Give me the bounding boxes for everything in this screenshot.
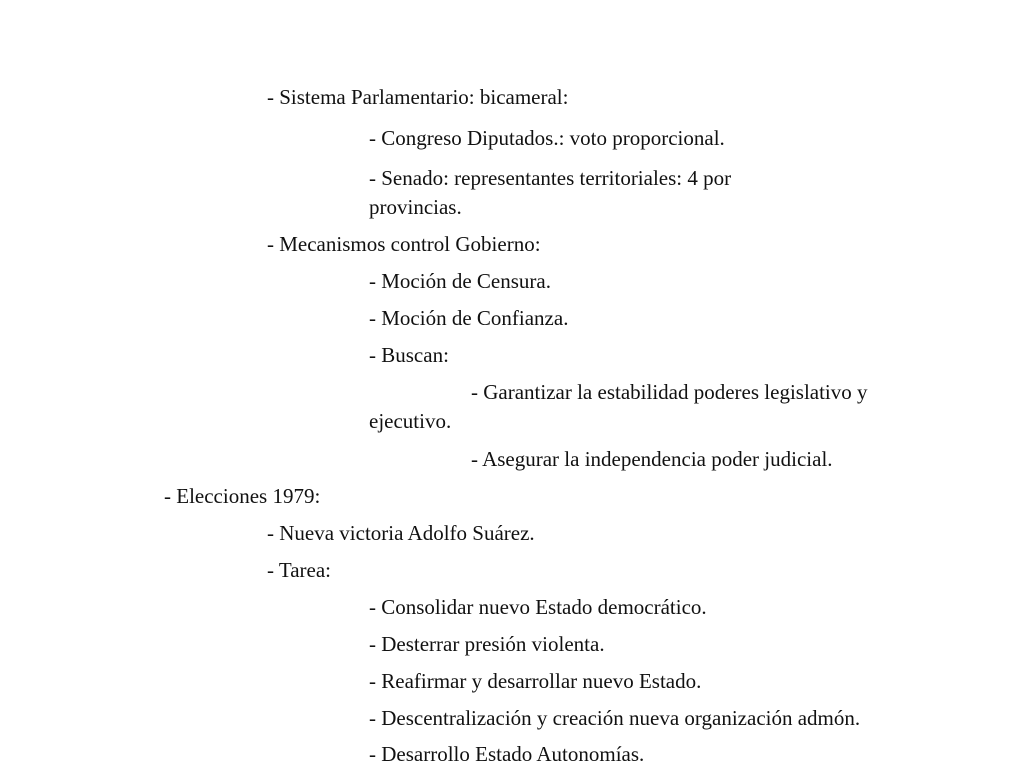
bullet-buscan: - Buscan: xyxy=(369,343,449,367)
bullet-congreso-diputados: - Congreso Diputados.: voto proporcional. xyxy=(369,126,725,150)
bullet-sistema-parlamentario: - Sistema Parlamentario: bicameral: xyxy=(267,85,569,109)
bullet-nueva-victoria: - Nueva victoria Adolfo Suárez. xyxy=(267,521,535,545)
bullet-desarrollo-autonomias: - Desarrollo Estado Autonomías. xyxy=(369,742,645,766)
bullet-mocion-censura: - Moción de Censura. xyxy=(369,269,551,293)
bullet-tarea: - Tarea: xyxy=(267,558,332,582)
bullet-desterrar-presion: - Desterrar presión violenta. xyxy=(369,632,605,656)
bullet-mocion-confianza: - Moción de Confianza. xyxy=(369,306,569,330)
bullet-descentralizacion: - Descentralización y creación nueva organización admón. xyxy=(369,706,861,730)
bullet-senado-continued: provincias. xyxy=(369,195,462,219)
bullet-mecanismos-control: - Mecanismos control Gobierno: xyxy=(267,232,541,256)
bullet-garantizar-continued: ejecutivo. xyxy=(369,409,452,433)
bullet-garantizar-estabilidad: - Garantizar la estabilidad poderes legislativo y xyxy=(471,380,868,404)
bullet-asegurar-independencia: - Asegurar la independencia poder judicial. xyxy=(471,447,833,471)
bullet-reafirmar-estado: - Reafirmar y desarrollar nuevo Estado. xyxy=(369,669,702,693)
bullet-consolidar-estado: - Consolidar nuevo Estado democrático. xyxy=(369,595,707,619)
bullet-elecciones-1979: - Elecciones 1979: xyxy=(164,484,321,508)
bullet-senado: - Senado: representantes territoriales: 4 por xyxy=(369,166,732,190)
